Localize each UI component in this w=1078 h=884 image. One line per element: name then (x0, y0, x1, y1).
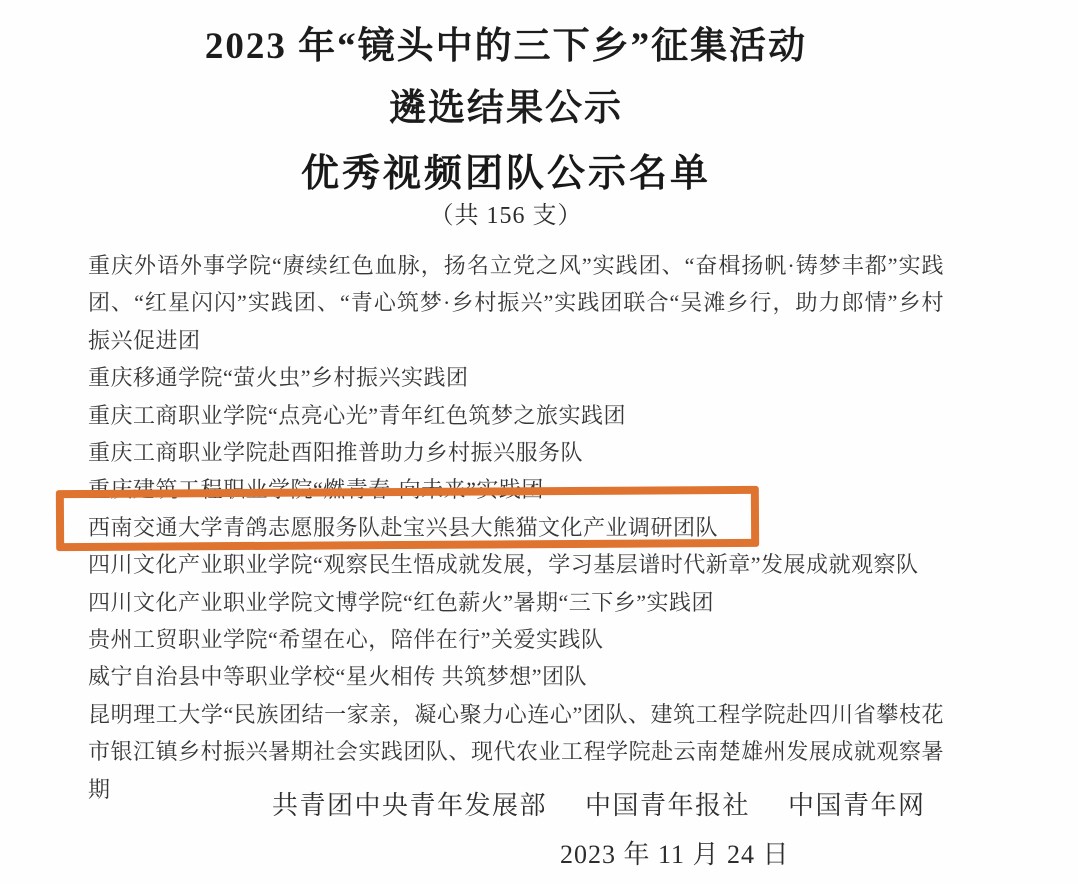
team-entry: 重庆外语外事学院“赓续红色血脉，扬名立党之风”实践团、“奋楫扬帆·铸梦丰都”实践团、“红星闪闪”实践团、“青心筑梦·乡村振兴”实践团联合“吴滩乡行，助力郎情”乡村振兴促进团 (88, 253, 944, 353)
document-date: 2023 年 11 月 24 日 (560, 840, 790, 869)
issuing-organization: 中国青年网 (788, 791, 926, 820)
team-entry: 贵州工贸职业学院“希望在心，陪伴在行”关爱实践队 (88, 627, 604, 653)
team-entry: 重庆工商职业学院赴酉阳推普助力乡村振兴服务队 (88, 440, 584, 466)
section-heading: 优秀视频团队公示名单 (300, 153, 711, 195)
team-entry: 昆明理工大学“民族团结一家亲，凝心聚力心连心”团队、建筑工程学院赴四川省攀枝花市银江镇乡村振兴暑期社会实践团队、现代农业工程学院赴云南楚雄州发展成就观察暑期 (88, 701, 944, 802)
team-entry: 重庆建筑工程职业学院“燃青春·向未来”实践团 (88, 477, 544, 503)
team-entry-highlighted: 西南交通大学青鸽志愿服务队赴宝兴县大熊猫文化产业调研团队 (88, 514, 719, 540)
team-entry: 四川文化产业职业学院“观察民生悟成就发展，学习基层谱时代新章”发展成就观察队 (88, 552, 919, 578)
team-list (88, 247, 944, 808)
issuing-organization: 中国青年报社 (585, 791, 751, 820)
team-count: （共 156 支） (429, 203, 583, 229)
team-entry: 重庆工商职业学院“点亮心光”青年红色筑梦之旅实践团 (88, 402, 627, 428)
issuing-organizations (272, 792, 926, 821)
team-entry: 威宁自治县中等职业学校“星火相传 共筑梦想”团队 (88, 664, 588, 690)
team-entry: 重庆移通学院“萤火虫”乡村振兴实践团 (88, 365, 469, 391)
document-title-line2: 遴选结果公示 (389, 88, 623, 129)
document-title-line1: 2023 年“镜头中的三下乡”征集活动 (204, 26, 808, 67)
team-entry: 四川文化产业职业学院文博学院“红色薪火”暑期“三下乡”实践团 (88, 589, 715, 615)
issuing-organization: 共青团中央青年发展部 (272, 791, 548, 820)
